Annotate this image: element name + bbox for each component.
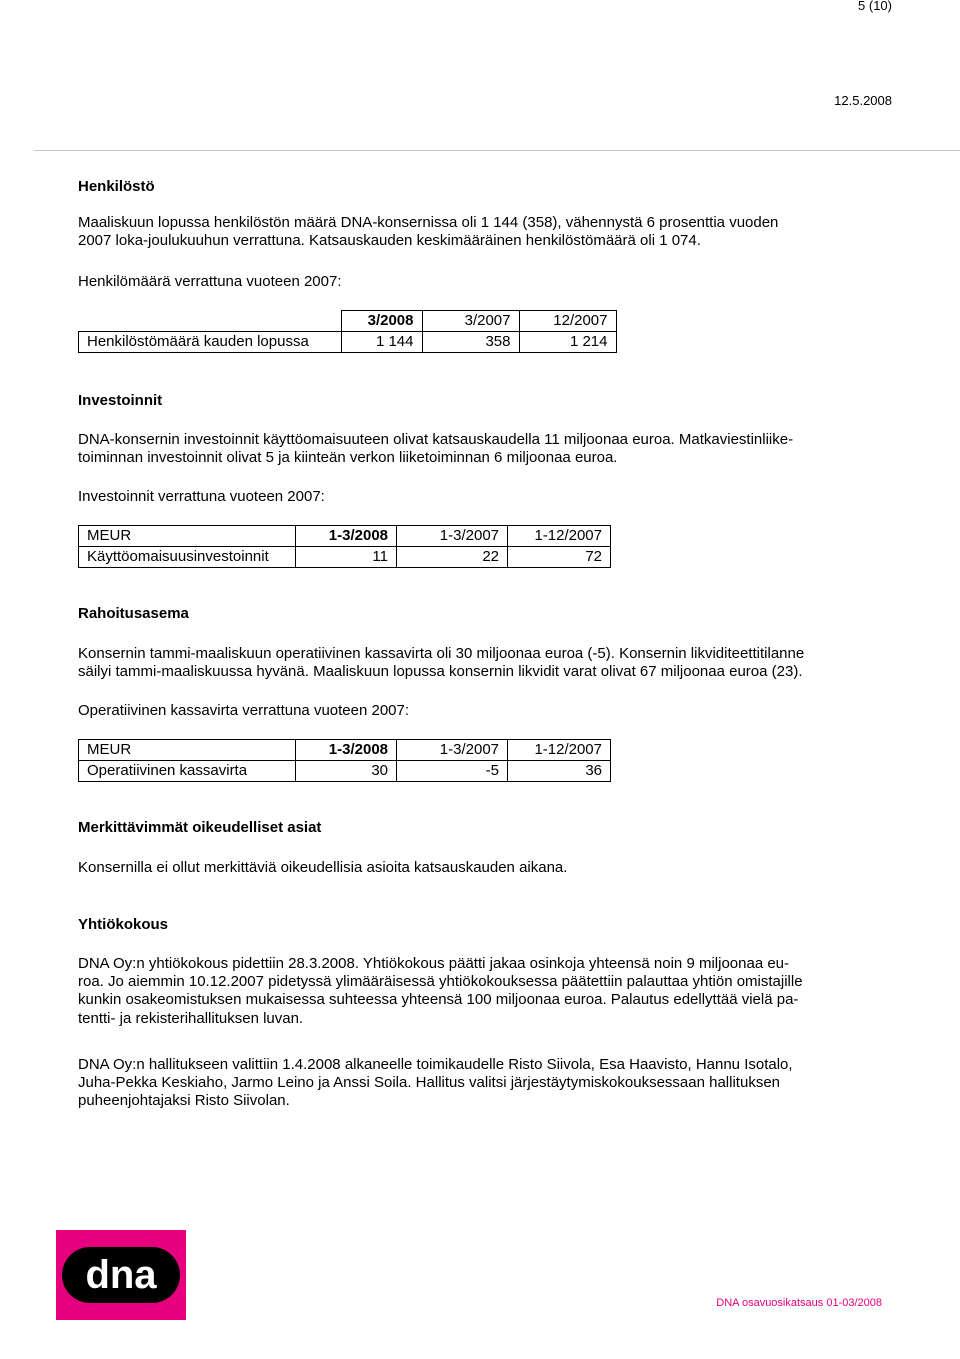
- table-cell: 72: [508, 547, 611, 568]
- investoinnit-paragraph: [78, 431, 898, 467]
- section-title-rahoitusasema: Rahoitusasema: [78, 605, 189, 622]
- henkilosto-line-2: 2007 loka-joulukuuhun verrattuna. Katsauskauden keskimääräinen henkilöstömäärä oli 1 074.: [78, 232, 701, 250]
- rahoitusasema-table: [78, 739, 611, 782]
- table-row: [79, 332, 617, 353]
- footer-text: DNA osavuosikatsaus 01-03/2008: [716, 1297, 882, 1309]
- table-row-label: Henkilöstömäärä kauden lopussa: [79, 332, 342, 353]
- table-cell: 30: [296, 761, 397, 782]
- yhtiokokous-line-3: kunkin osakeomistuksen mukaisessa suhteessa yhteensä 100 miljoonaa euroa. Palautus edellyttää vielä pa-: [78, 991, 799, 1009]
- yhtiokokous-paragraph-1: [78, 955, 898, 1028]
- table-unit: MEUR: [79, 740, 296, 761]
- svg-text:dna: dna: [85, 1253, 157, 1297]
- table-row-label: Käyttöomaisuusinvestoinnit: [79, 547, 296, 568]
- table-header-row: [79, 311, 617, 332]
- section-title-yhtiokokous: Yhtiökokous: [78, 916, 169, 933]
- section-title-henkilosto: Henkilöstö: [78, 178, 155, 195]
- table-header-cell: 1-12/2007: [508, 740, 611, 761]
- henkilosto-paragraph: [78, 214, 898, 250]
- table-cell: 22: [397, 547, 508, 568]
- rahoitusasema-line-2: säilyi tammi-maaliskuussa hyvänä. Maaliskuun lopussa konsernin likvidit varat olivat 67 miljoonaa euroa (23).: [78, 663, 803, 681]
- yhtiokokous-line-2: roa. Jo aiemmin 10.12.2007 pidetyssä ylimääräisessä yhtiökokouksessa päätettiin palauttaa yhtiön omistajille: [78, 973, 803, 991]
- table-header-cell: 3/2007: [422, 311, 519, 332]
- rahoitusasema-line-1: Konsernin tammi-maaliskuun operatiivinen kassavirta oli 30 miljoonaa euroa (-5). Konsernin likviditeettitilanne: [78, 645, 805, 662]
- dna-logo-icon: [56, 1230, 186, 1320]
- section-title-oikeudelliset: Merkittävimmät oikeudelliset asiat: [78, 819, 322, 836]
- table-corner: [79, 311, 342, 332]
- page-number: 5 (10): [858, 0, 892, 13]
- table-cell: 11: [296, 547, 397, 568]
- document-date: 12.5.2008: [834, 93, 892, 108]
- yhtiokokous-p2-line-3: puheenjohtajaksi Risto Siivolan.: [78, 1092, 290, 1110]
- dna-logo: [56, 1230, 186, 1320]
- table-header-cell: 1-3/2008: [296, 740, 397, 761]
- table-header-cell: 1-3/2007: [397, 740, 508, 761]
- table-row: [79, 761, 611, 782]
- investoinnit-table: [78, 525, 611, 568]
- table-header-cell: 3/2008: [341, 311, 422, 332]
- rahoitusasema-paragraph: [78, 645, 898, 681]
- table-header-cell: 1-3/2007: [397, 526, 508, 547]
- investoinnit-intro: Investoinnit verrattuna vuoteen 2007:: [78, 488, 325, 505]
- rahoitusasema-intro: Operatiivinen kassavirta verrattuna vuoteen 2007:: [78, 702, 410, 719]
- yhtiokokous-line-1: DNA Oy:n yhtiökokous pidettiin 28.3.2008. Yhtiökokous päätti jakaa osinkoja yhteensä noin 9 miljoonaa eu-: [78, 955, 790, 972]
- section-title-investoinnit: Investoinnit: [78, 392, 163, 409]
- henkilosto-intro: Henkilömäärä verrattuna vuoteen 2007:: [78, 273, 342, 290]
- table-row: [79, 547, 611, 568]
- table-header-row: [79, 740, 611, 761]
- table-cell: -5: [397, 761, 508, 782]
- table-header-row: [79, 526, 611, 547]
- table-cell: 358: [422, 332, 519, 353]
- yhtiokokous-p2-line-2: Juha-Pekka Keskiaho, Jarmo Leino ja Anssi Soila. Hallitus valitsi järjestäytymiskokouksessaan hallituksen: [78, 1074, 780, 1092]
- table-cell: 1 214: [519, 332, 616, 353]
- henkilosto-table: [78, 310, 617, 353]
- table-header-cell: 1-12/2007: [508, 526, 611, 547]
- table-header-cell: 1-3/2008: [296, 526, 397, 547]
- yhtiokokous-paragraph-2: [78, 1056, 898, 1111]
- header-divider: [34, 150, 960, 151]
- table-cell: 1 144: [341, 332, 422, 353]
- investoinnit-line-2: toiminnan investoinnit olivat 5 ja kiinteän verkon liiketoiminnan 6 miljoonaa euroa.: [78, 449, 618, 467]
- yhtiokokous-p2-line-1: DNA Oy:n hallitukseen valittiin 1.4.2008 alkaneelle toimikaudelle Risto Siivola, Esa Haavisto, Hannu Isotalo,: [78, 1056, 793, 1073]
- table-unit: MEUR: [79, 526, 296, 547]
- table-header-cell: 12/2007: [519, 311, 616, 332]
- henkilosto-line-1: Maaliskuun lopussa henkilöstön määrä DNA-konsernissa oli 1 144 (358), vähennystä 6 prosenttia vuoden: [78, 214, 779, 231]
- yhtiokokous-line-4: tentti- ja rekisterihallituksen luvan.: [78, 1009, 304, 1027]
- investoinnit-line-1: DNA-konsernin investoinnit käyttöomaisuuteen olivat katsauskaudella 11 miljoonaa euroa. Matkaviestinliike-: [78, 431, 794, 448]
- oikeudelliset-paragraph: Konsernilla ei ollut merkittäviä oikeudellisia asioita katsauskauden aikana.: [78, 859, 568, 876]
- table-row-label: Operatiivinen kassavirta: [79, 761, 296, 782]
- table-cell: 36: [508, 761, 611, 782]
